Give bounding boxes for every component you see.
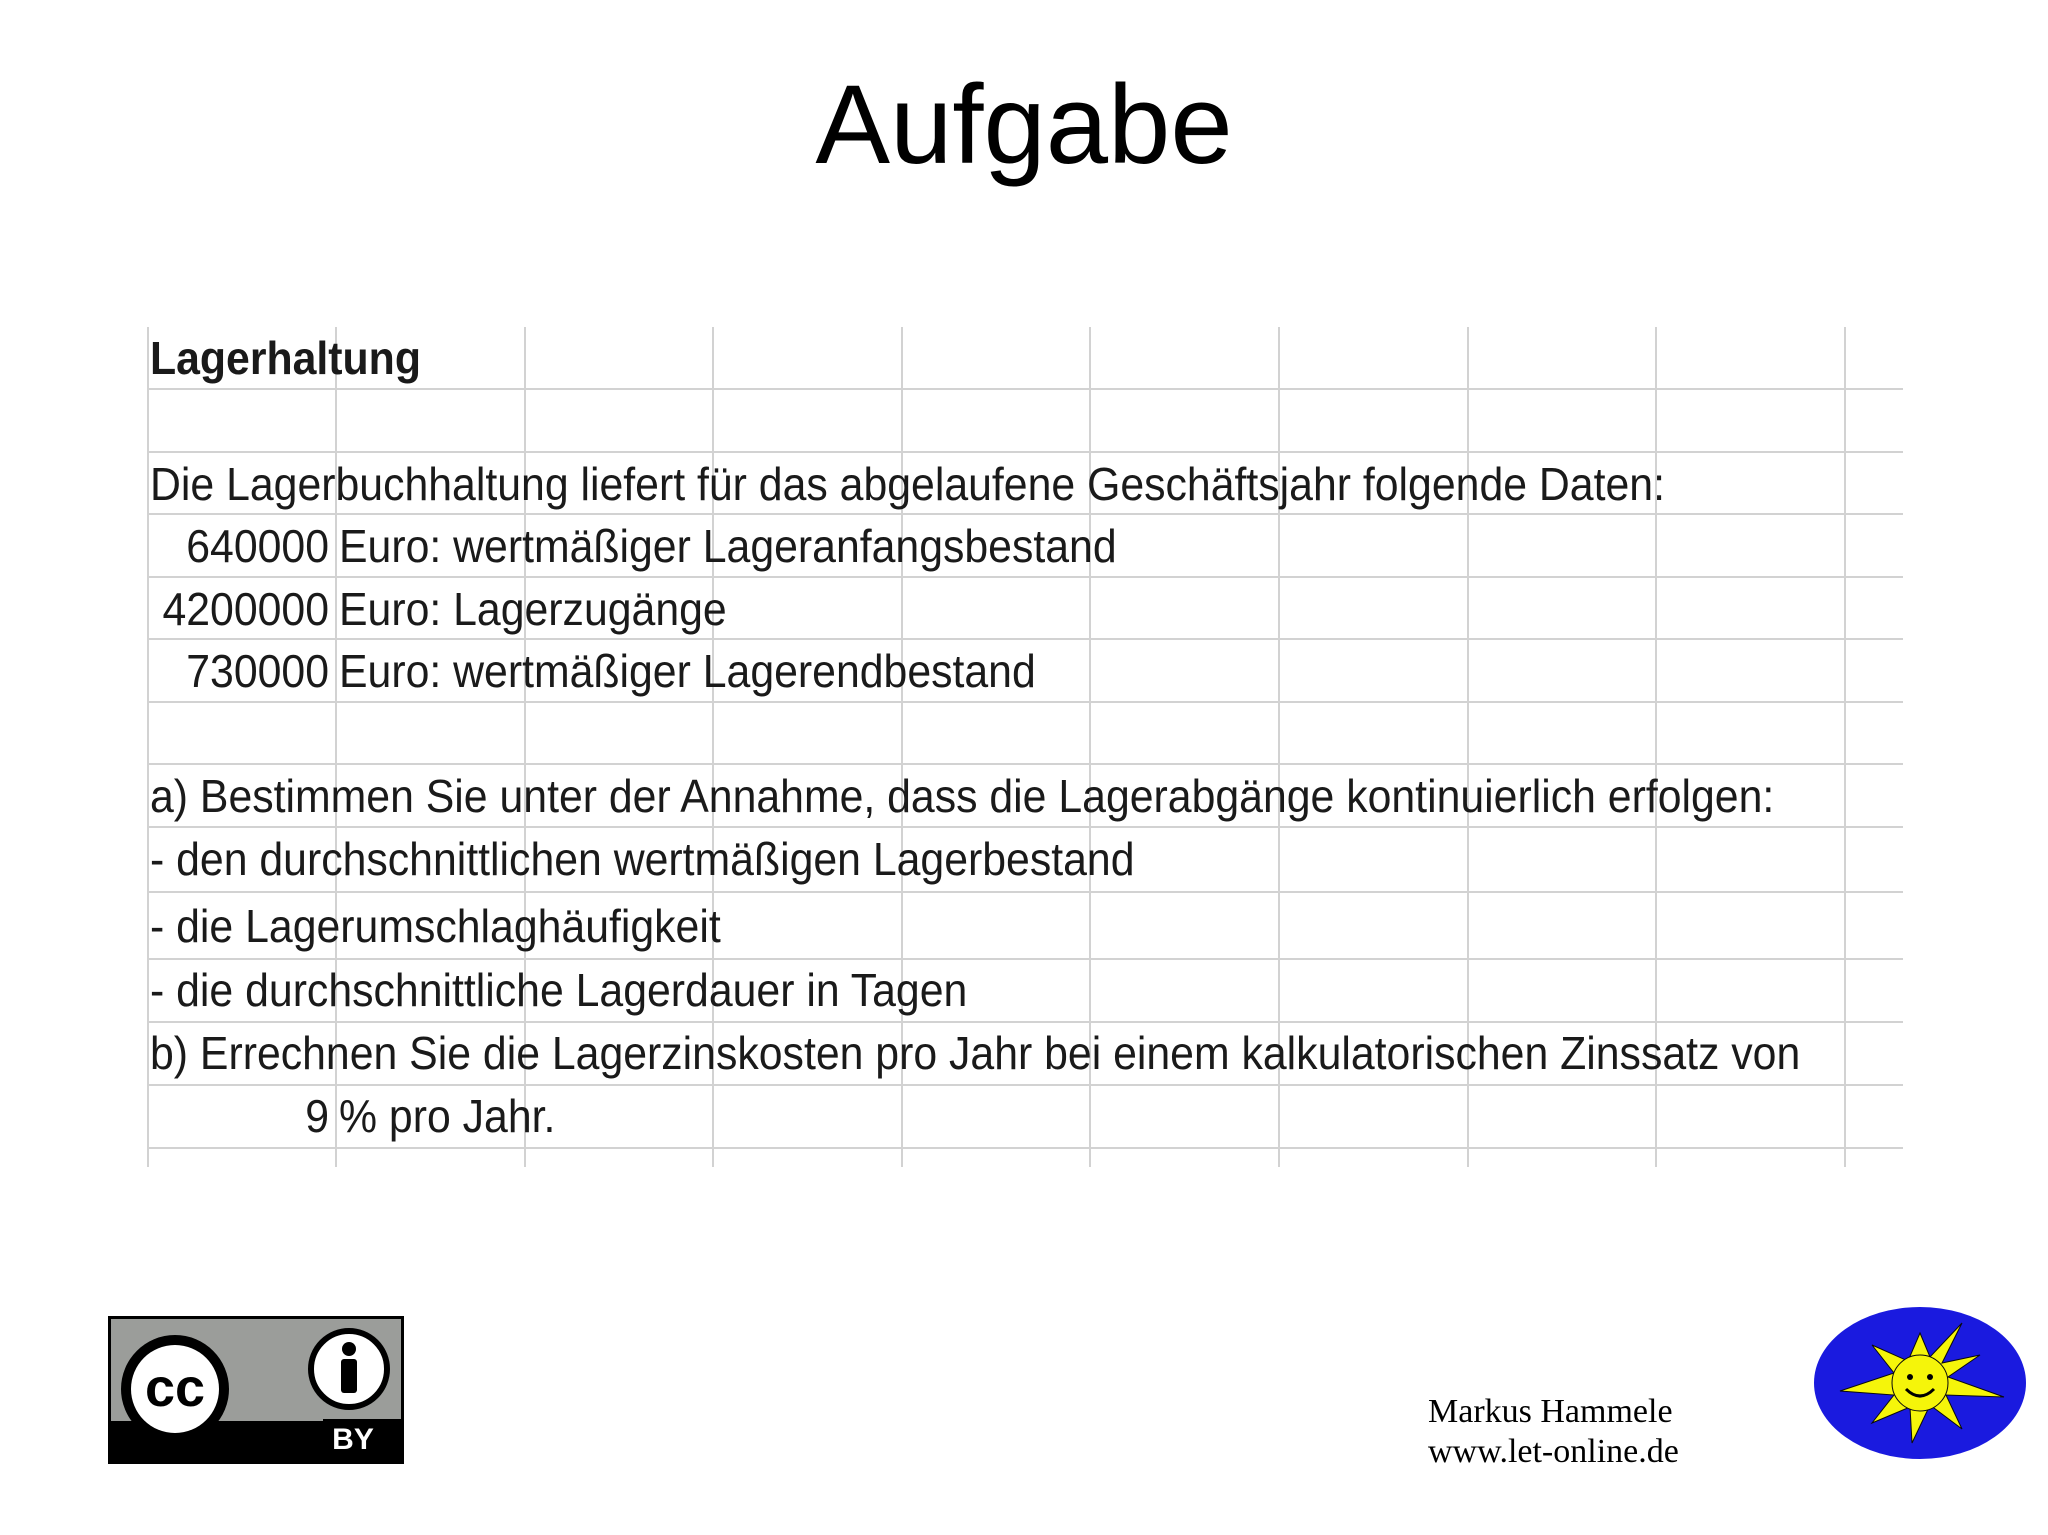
data-value: 640000 [186, 520, 329, 572]
cc-label: cc [144, 1358, 206, 1418]
attribution-icon-body [341, 1359, 357, 1393]
task-a-item: - die durchschnittliche Lagerdauer in Tagen [150, 964, 968, 1016]
cc-by-license-badge [108, 1316, 404, 1464]
attribution-icon-head [342, 1342, 356, 1356]
data-label: Euro: wertmäßiger Lageranfangsbestand [339, 520, 1117, 572]
data-value: 730000 [186, 645, 329, 697]
grid-line [147, 1147, 1903, 1149]
data-label: Euro: wertmäßiger Lagerendbestand [339, 645, 1036, 697]
sun-eye [1907, 1374, 1913, 1380]
author-name: Markus Hammele [1428, 1393, 1673, 1430]
data-label: Euro: Lagerzugänge [339, 583, 727, 635]
sun-face [1892, 1355, 1948, 1411]
data-value: 4200000 [162, 583, 329, 635]
slide-title: Aufgabe [815, 62, 1233, 187]
grid-line [147, 327, 149, 1167]
rate-value: 9 [305, 1090, 329, 1142]
grid-line [147, 891, 1903, 893]
sheet-heading: Lagerhaltung [150, 332, 421, 384]
task-b: b) Errechnen Sie die Lagerzinskosten pro Jahr bei einem kalkulatorischen Zinssatz von [150, 1027, 1801, 1079]
sun-eye [1927, 1374, 1933, 1380]
rate-text: % pro Jahr. [339, 1090, 556, 1142]
grid-line [1844, 327, 1846, 1167]
task-a-item: - den durchschnittlichen wertmäßigen Lagerbestand [150, 833, 1135, 885]
intro-text: Die Lagerbuchhaltung liefert für das abgelaufene Geschäftsjahr folgende Daten: [150, 458, 1665, 510]
smiling-sun-logo [1812, 1305, 2030, 1463]
task-a-item: - die Lagerumschlaghäufigkeit [150, 900, 721, 952]
author-website: www.let-online.de [1428, 1433, 1679, 1470]
task-a: a) Bestimmen Sie unter der Annahme, dass die Lagerabgänge kontinuierlich erfolgen: [150, 770, 1775, 822]
spreadsheet-excerpt [147, 327, 1903, 1167]
author-credit [1428, 1392, 1679, 1472]
by-label: BY [332, 1423, 374, 1456]
